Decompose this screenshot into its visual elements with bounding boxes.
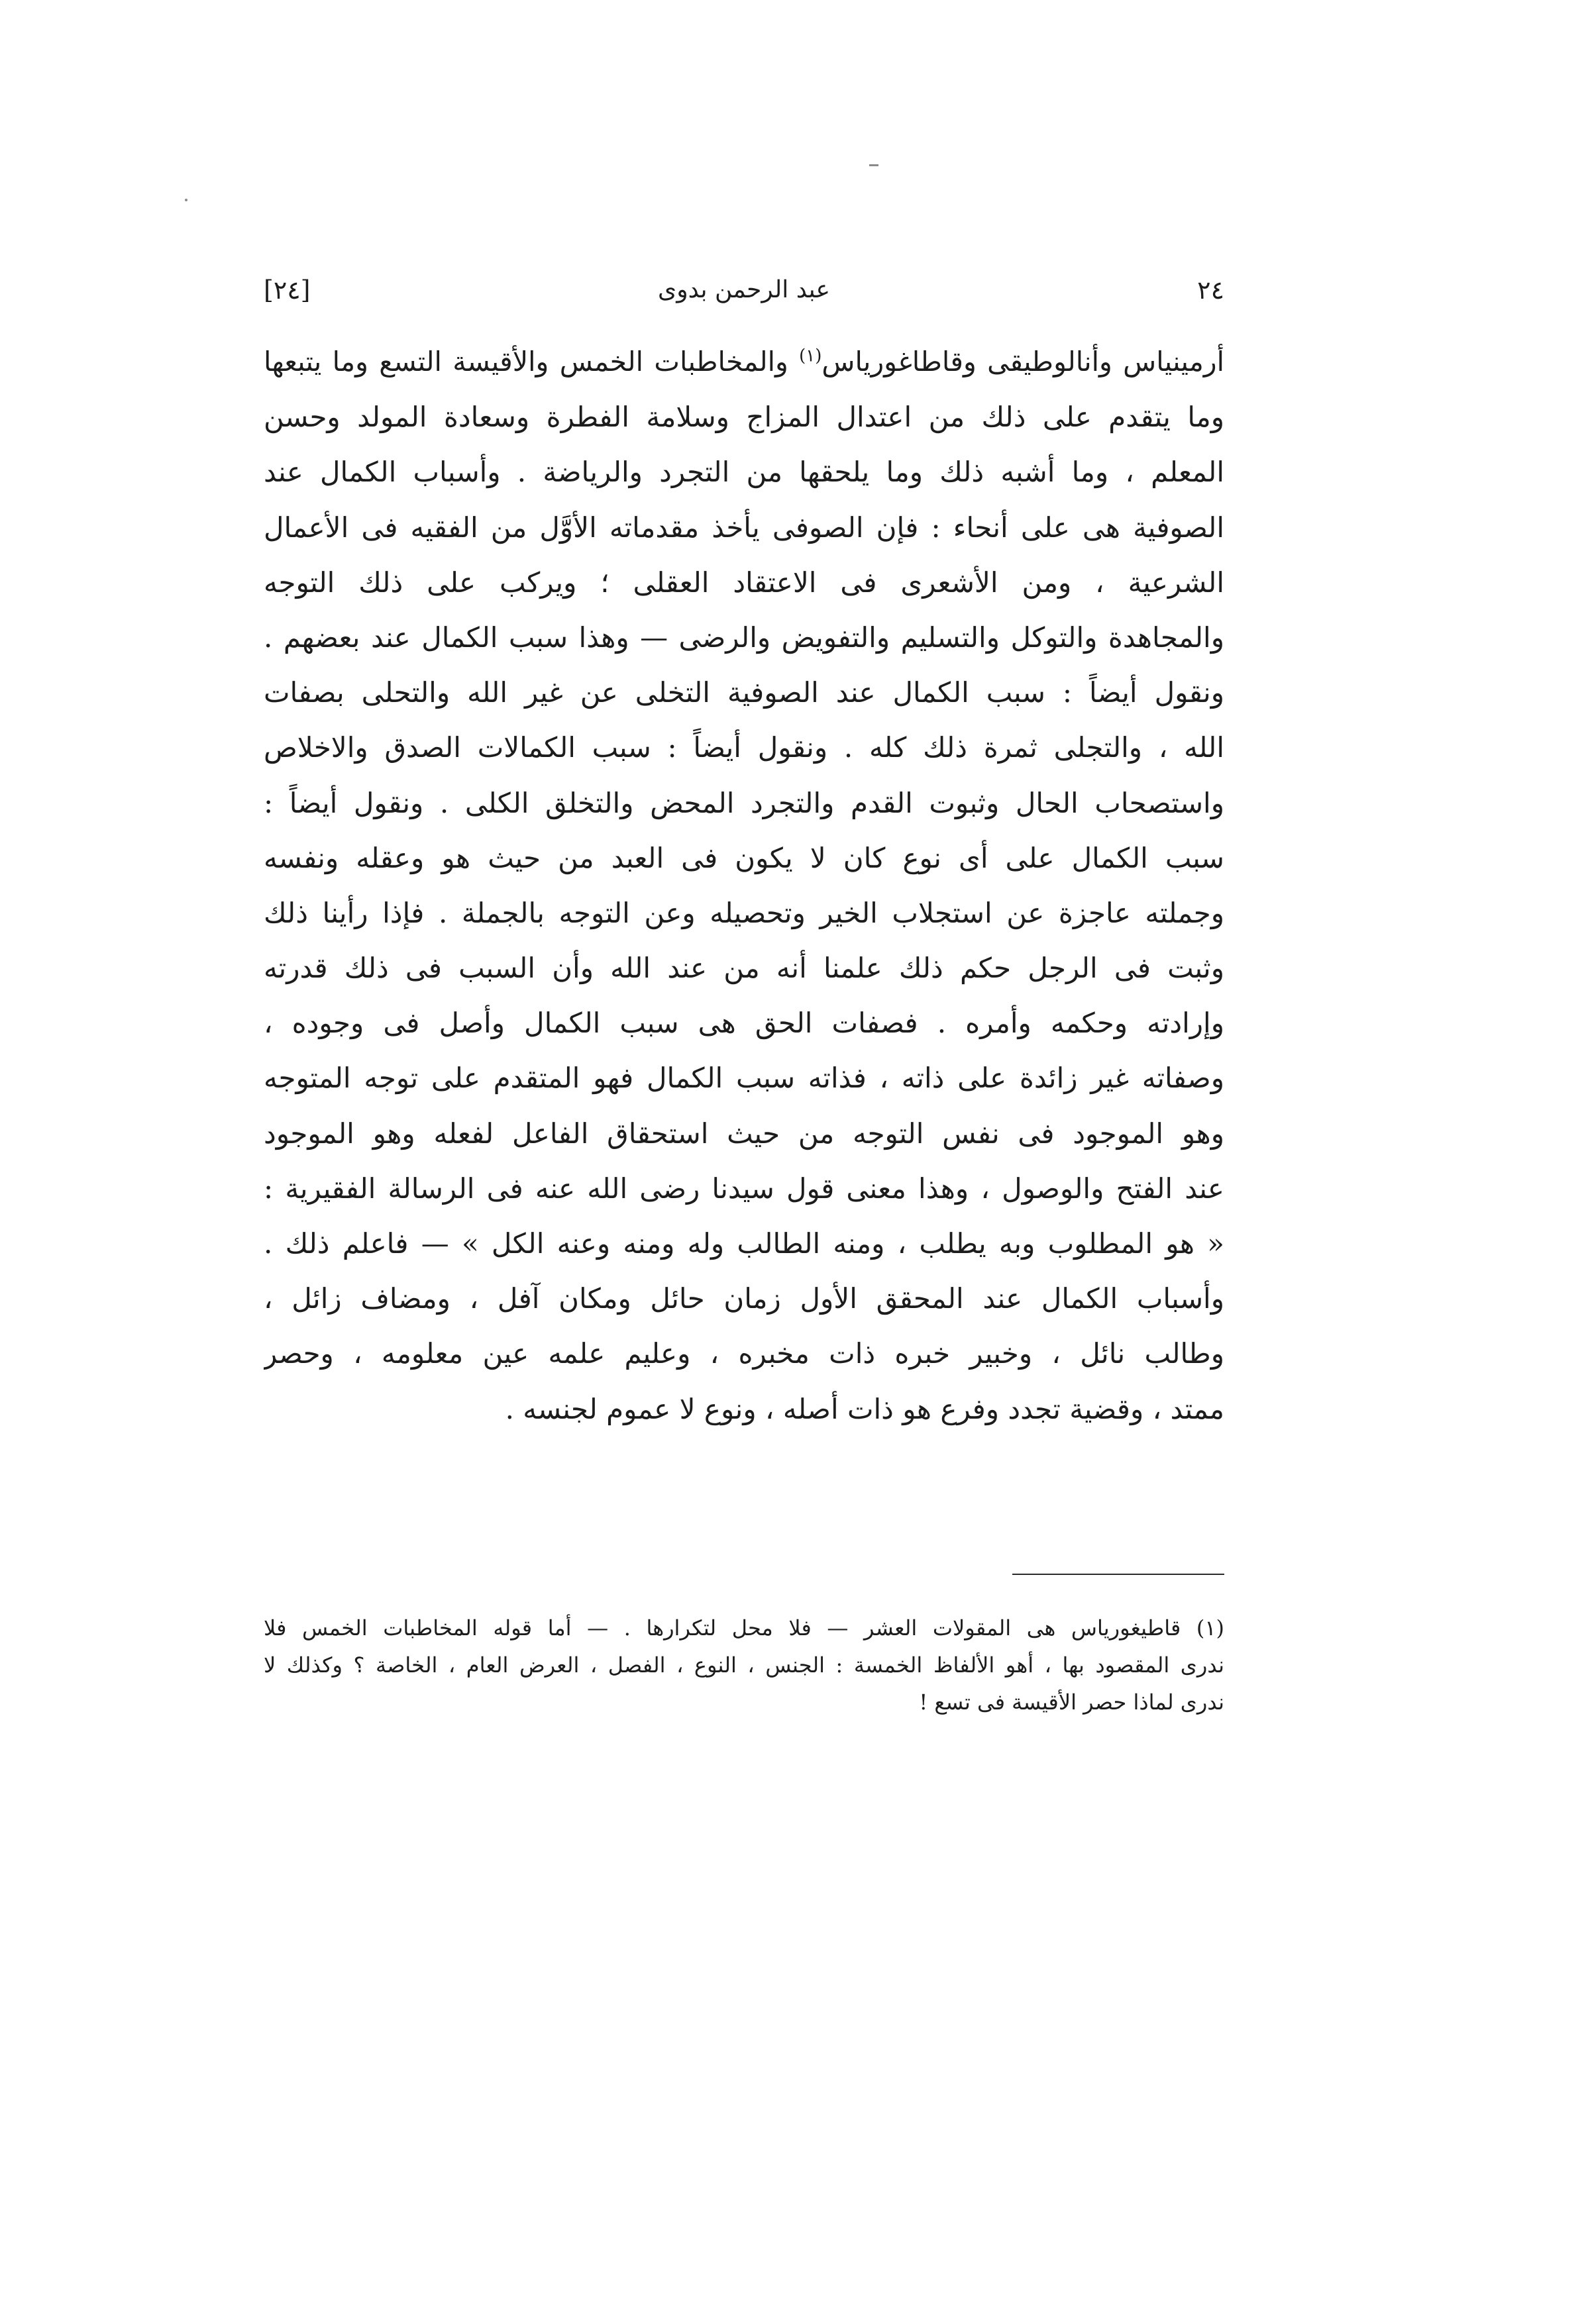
text-line: وإرادته وحكمه وأمره . فصفات الحق هى سبب الكمال وأصل فى وجوده ، — [264, 1007, 1224, 1040]
main-text — [264, 334, 1224, 1437]
page-number: ٢٤ — [1197, 276, 1224, 305]
text-line: واستصحاب الحال وثبوت القدم والتجرد المحض والتخلق الكلى . ونقول أيضاً : — [264, 786, 1224, 819]
text-line: الله ، والتجلى ثمرة ذلك كله . ونقول أيضاً : سبب الكمالات الصدق والاخلاص — [264, 731, 1224, 764]
text-line: عند الفتح والوصول ، وهذا معنى قول سيدنا رضى الله عنه فى الرسالة الفقيرية : — [264, 1172, 1224, 1205]
original-page-number: [٢٤] — [264, 276, 311, 305]
text-line: ونقول أيضاً : سبب الكمال عند الصوفية التخلى عن غير الله والتحلى بصفات — [264, 676, 1224, 709]
footnote-line: (١) قاطيغورياس هى المقولات العشر — فلا محل لتكرارها . — أما قوله المخاطبات الخمس فلا — [264, 1615, 1224, 1641]
footnotes — [264, 1609, 1224, 1721]
text-line: وهو الموجود فى نفس التوجه من حيث استحقاق الفاعل لفعله وهو الموجود — [264, 1117, 1224, 1150]
text-line: الشرعية ، ومن الأشعرى فى الاعتقاد العقلى ؛ ويركب على ذلك التوجه — [264, 566, 1224, 599]
running-head — [264, 264, 1224, 317]
text-line: الصوفية هى على أنحاء : فإن الصوفى يأخذ مقدماته الأوَّل من الفقيه فى الأعمال — [264, 511, 1224, 544]
text-line: وما يتقدم على ذلك من اعتدال المزاج وسلامة الفطرة وسعادة المولد وحسن — [264, 401, 1224, 434]
text-line: المعلم ، وما أشبه ذلك وما يلحقها من التجرد والرياضة . وأسباب الكمال عند — [264, 456, 1224, 489]
text-line: والمجاهدة والتوكل والتسليم والتفويض والرضى — وهذا سبب الكمال عند بعضهم . — [264, 621, 1224, 654]
footnote-marker[interactable]: (١) — [799, 346, 822, 366]
text-line: ممتد ، وقضية تجدد وفرع هو ذات أصله ، ونوع لا عموم لجنسه . — [505, 1392, 1224, 1425]
text-line: وأسباب الكمال عند المحقق الأول زمان حائل ومكان آفل ، ومضاف زائل ، — [264, 1282, 1224, 1315]
footnote-line: ندرى المقصود بها ، أهو الألفاظ الخمسة : الجنس ، النوع ، الفصل ، العرض العام ، الخاصة ؟ وكذلك لا — [264, 1652, 1224, 1678]
text-line: وطالب نائل ، وخبير خبره ذات مخبره ، وعليم علمه عين معلومه ، وحصر — [264, 1337, 1224, 1370]
scan-speck — [185, 199, 187, 201]
text-line: وثبت فى الرجل حكم ذلك علمنا أنه من عند الله وأن السبب فى ذلك قدرته — [264, 952, 1224, 985]
text-line: أرمينياس وأنالوطيقى وقاطاغورياس$^{(١)}$ والمخاطبات الخمس والأقيسة التسع وما يتبعها — [264, 346, 1224, 378]
text-line: « هو المطلوب وبه يطلب ، ومنه الطالب وله ومنه وعنه الكل » — فاعلم ذلك . — [264, 1227, 1224, 1260]
scan-speck — [869, 164, 878, 166]
footnote-separator — [1012, 1574, 1224, 1575]
text-line: وجملته عاجزة عن استجلاب الخير وتحصيله وعن التوجه بالجملة . فإذا رأينا ذلك — [264, 896, 1224, 929]
footnote-line: ندرى لماذا حصر الأقيسة فى تسع ! — [919, 1690, 1224, 1715]
text-line: سبب الكمال على أى نوع كان لا يكون فى العبد من حيث هو وعقله ونفسه — [264, 841, 1224, 874]
text-line: وصفاته غير زائدة على ذاته ، فذاته سبب الكمال فهو المتقدم على توجه المتوجه — [264, 1062, 1224, 1095]
running-title: عبد الرحمن بدوى — [658, 276, 830, 303]
